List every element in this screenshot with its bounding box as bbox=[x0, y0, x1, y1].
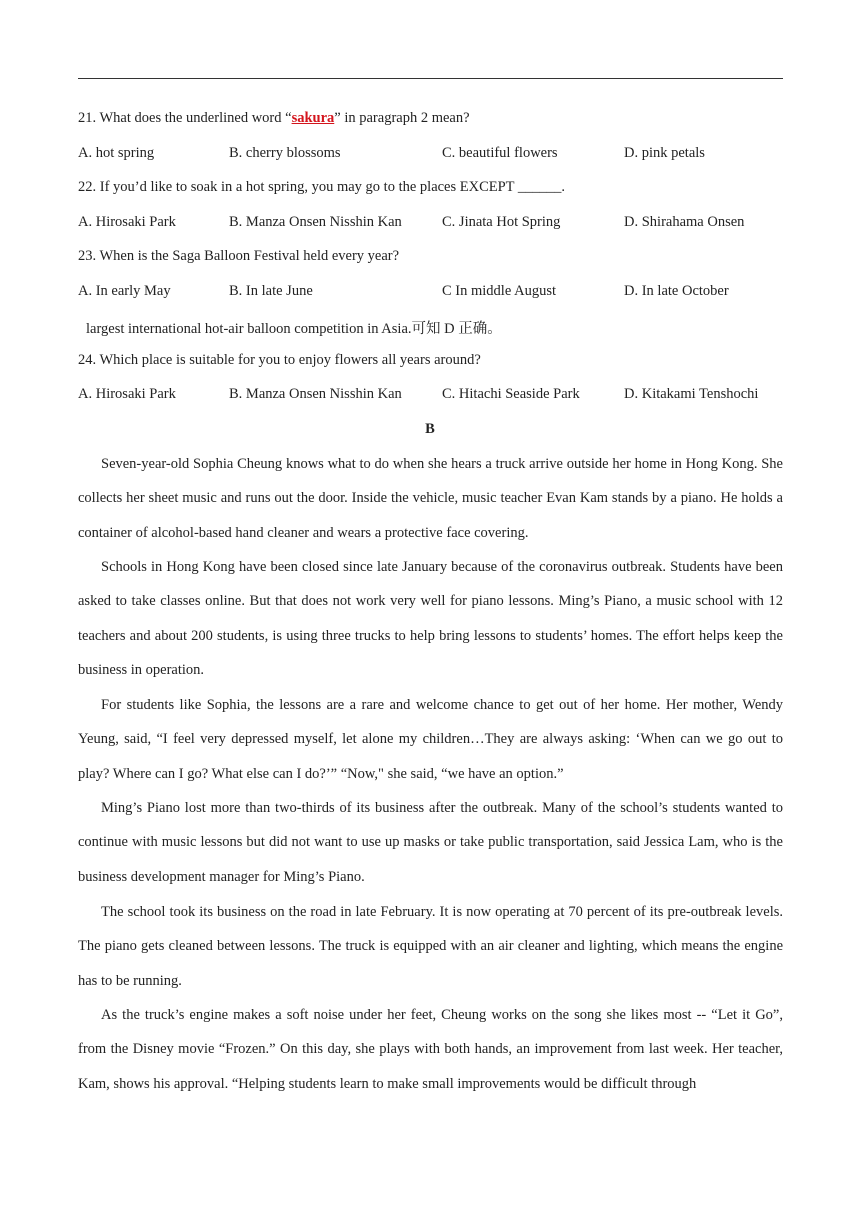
question-22-stem: 22. If you’d like to soak in a hot spring, you may go to the places EXCEPT ______. bbox=[78, 179, 566, 195]
question-21-stem-end: ” in paragraph 2 mean? bbox=[334, 110, 470, 126]
q24-option-a: A. Hirosaki Park bbox=[78, 386, 176, 402]
q22-option-a: A. Hirosaki Park bbox=[78, 214, 176, 230]
section-heading: B bbox=[425, 421, 435, 437]
q22-option-b: B. Manza Onsen Nisshin Kan bbox=[229, 214, 402, 230]
q23-option-a: A. In early May bbox=[78, 283, 171, 299]
passage-paragraph-1: Seven-year-old Sophia Cheung knows what to do when she hears a truck arrive outside her home in Hong Kong. She collects her sheet music and runs out the door. Inside the vehicle, music teacher Evan Kam stands by a piano. He holds a container of alcohol-based hand cleaner and wears a protective face covering. bbox=[78, 456, 783, 541]
answer-note: largest international hot-air balloon competition in Asia.可知 D 正确。 bbox=[86, 321, 502, 337]
question-21-stem bbox=[78, 110, 470, 127]
q22-option-c: C. Jinata Hot Spring bbox=[442, 214, 561, 230]
q23-option-d: D. In late October bbox=[624, 283, 729, 299]
q23-option-b: B. In late June bbox=[229, 283, 313, 299]
question-23-stem: 23. When is the Saga Balloon Festival held every year? bbox=[78, 248, 400, 264]
q22-option-d: D. Shirahama Onsen bbox=[624, 214, 745, 230]
q21-option-c: C. beautiful flowers bbox=[442, 145, 558, 161]
header-rule bbox=[78, 78, 783, 79]
passage-paragraph-3: For students like Sophia, the lessons are a rare and welcome chance to get out of her home. Her mother, Wendy Yeung, said, “I feel very depressed myself, let alone my children…They are always asking: ‘When can we go out to play? Where can I go? What else can I do?’” “Now," she said, “we have an option.” bbox=[78, 697, 783, 782]
question-24-stem: 24. Which place is suitable for you to enjoy flowers all years around? bbox=[78, 352, 481, 368]
underlined-word: sakura bbox=[291, 110, 335, 126]
q21-option-a: A. hot spring bbox=[78, 145, 155, 161]
q24-option-c: C. Hitachi Seaside Park bbox=[442, 386, 580, 402]
passage-paragraph-2: Schools in Hong Kong have been closed since late January because of the coronavirus outbreak. Students have been asked to take classes online. But that does not work very well for piano lessons. Ming’s Piano, a music school with 12 teachers and about 200 students, is using three trucks to help bring lessons to students’ homes. The effort helps keep the business in operation. bbox=[78, 559, 783, 679]
question-21-stem-start: 21. What does the underlined word “ bbox=[78, 110, 292, 126]
passage-paragraph-6: As the truck’s engine makes a soft noise under her feet, Cheung works on the song she likes most -- “Let it Go”, from the Disney movie “Frozen.” On this day, she plays with both hands, an improvement from last week. Her teacher, Kam, shows his approval. “Helping students learn to make small improvements would be difficult through bbox=[78, 1007, 783, 1092]
q21-option-d: D. pink petals bbox=[624, 145, 705, 161]
passage-paragraph-5: The school took its business on the road in late February. It is now operating at 70 percent of its pre-outbreak levels. The piano gets cleaned between lessons. The truck is equipped with an air cleaner and lighting, which means the engine has to be running. bbox=[78, 904, 783, 989]
q21-option-b: B. cherry blossoms bbox=[229, 145, 341, 161]
passage-paragraph-4: Ming’s Piano lost more than two-thirds of its business after the outbreak. Many of the school’s students wanted to continue with music lessons but did not want to use up masks or take public transportation, said Jessica Lam, who is the business development manager for Ming’s Piano. bbox=[78, 800, 783, 885]
q24-option-b: B. Manza Onsen Nisshin Kan bbox=[229, 386, 402, 402]
q23-option-c: C In middle August bbox=[442, 283, 556, 299]
q24-option-d: D. Kitakami Tenshochi bbox=[624, 386, 759, 402]
